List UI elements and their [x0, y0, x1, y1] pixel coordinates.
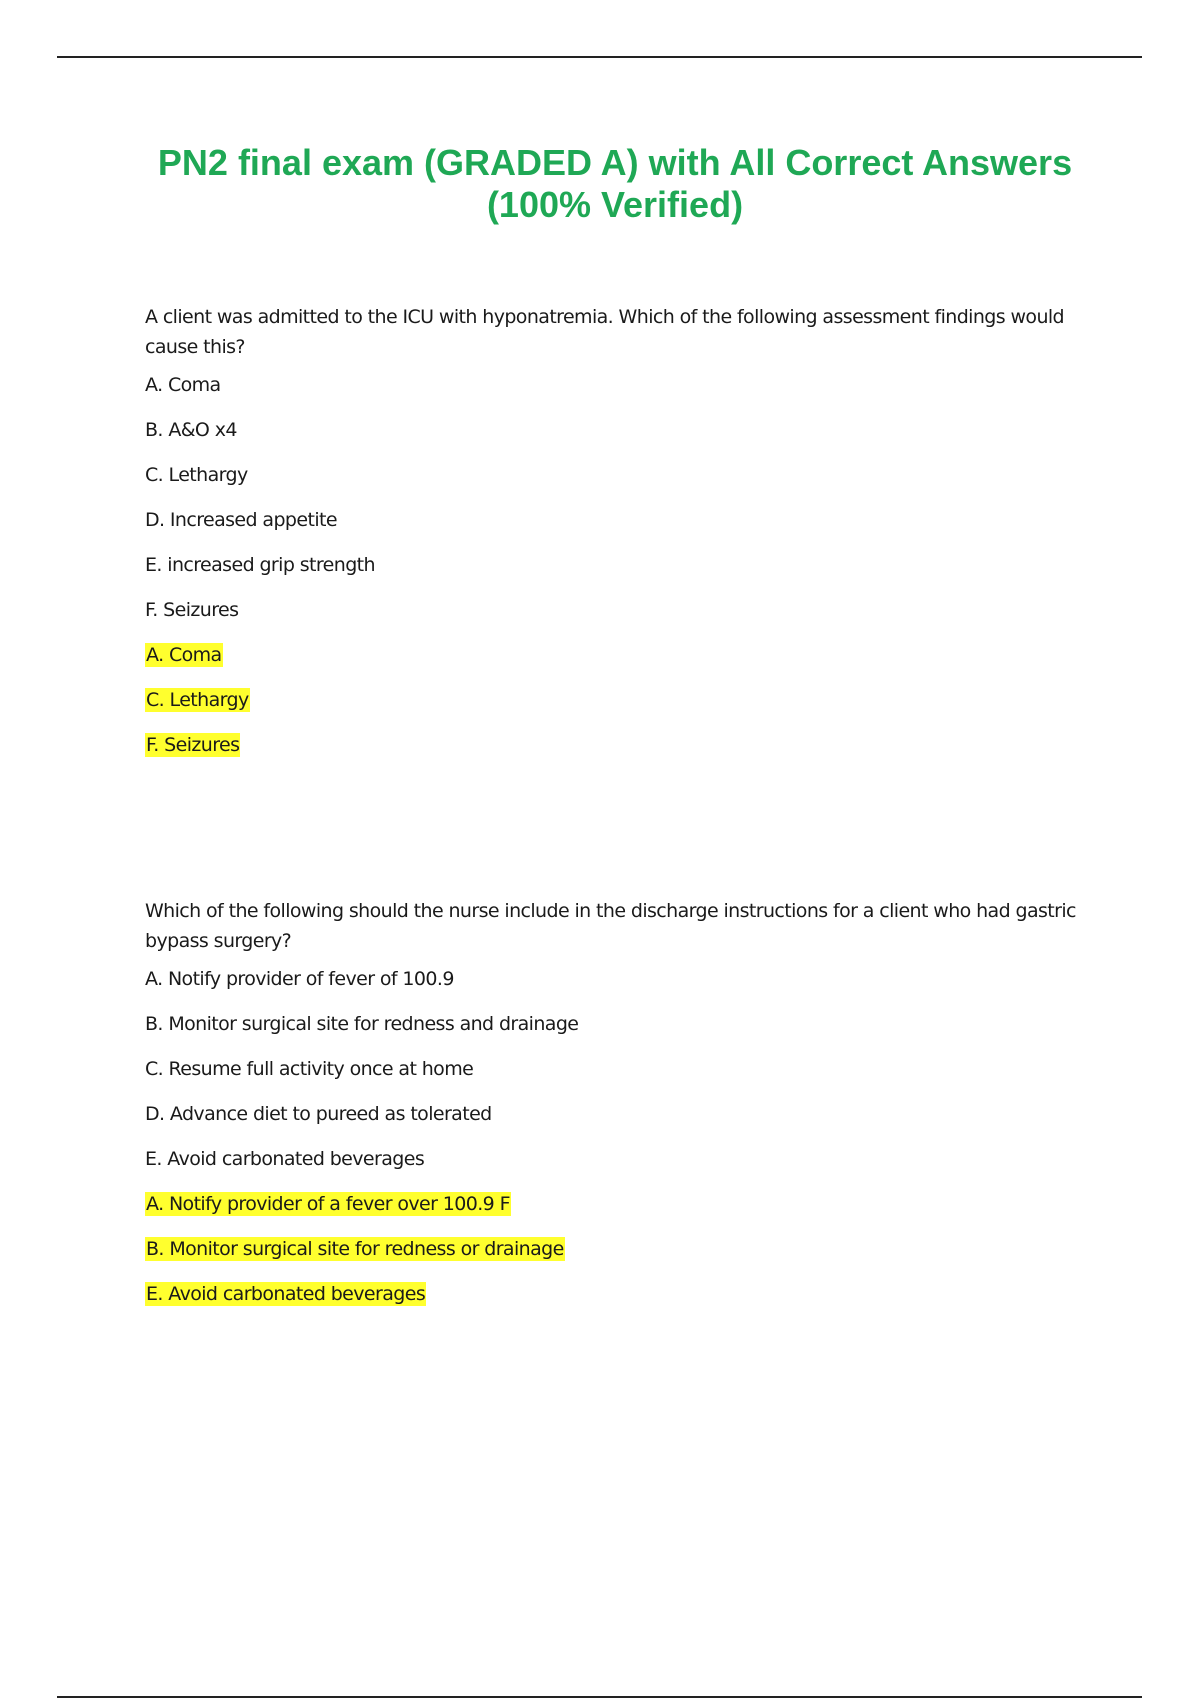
correct-answer-highlight: A. Coma: [146, 644, 222, 666]
answer-option: F. Seizures: [145, 599, 239, 621]
correct-answer-highlight: F. Seizures: [146, 734, 240, 756]
answer-option: B. Monitor surgical site for redness and drainage: [145, 1013, 579, 1035]
correct-answer: [145, 1237, 1095, 1282]
header-rule: [57, 56, 1142, 58]
answer-option: C. Resume full activity once at home: [145, 1058, 474, 1080]
question-block-1: [145, 302, 1095, 778]
footer-rule: [57, 1696, 1142, 1698]
correct-answer-highlight: C. Lethargy: [146, 689, 249, 711]
answer-option: E. increased grip strength: [145, 554, 375, 576]
document-title: PN2 final exam (GRADED A) with All Correct Answers (100% Verified): [157, 142, 1073, 225]
correct-answer: [145, 643, 1095, 688]
document-body: [145, 302, 1095, 1327]
question-spacer: [145, 778, 1095, 896]
correct-answer-highlight: A. Notify provider of a fever over 100.9 F: [146, 1193, 510, 1215]
answer-option: C. Lethargy: [145, 464, 248, 486]
correct-answer: [145, 1192, 1095, 1237]
correct-answer: [145, 1282, 1095, 1327]
correct-answer-highlight: E. Avoid carbonated beverages: [146, 1283, 426, 1305]
answer-option: A. Coma: [145, 374, 221, 396]
correct-answer: [145, 688, 1095, 733]
correct-answer: [145, 733, 1095, 778]
question-prompt: Which of the following should the nurse include in the discharge instructions for a client who had gastric bypass surgery?: [145, 900, 1076, 952]
question-prompt: A client was admitted to the ICU with hyponatremia. Which of the following assessment findings would cause this?: [145, 306, 1065, 358]
question-block-2: [145, 896, 1095, 1327]
answer-option: A. Notify provider of fever of 100.9: [145, 968, 454, 990]
answer-option: D. Advance diet to pureed as tolerated: [145, 1103, 492, 1125]
correct-answer-highlight: B. Monitor surgical site for redness or drainage: [146, 1238, 564, 1260]
answer-option: D. Increased appetite: [145, 509, 337, 531]
answer-option: B. A&O x4: [145, 419, 237, 441]
answer-option: E. Avoid carbonated beverages: [145, 1148, 425, 1170]
